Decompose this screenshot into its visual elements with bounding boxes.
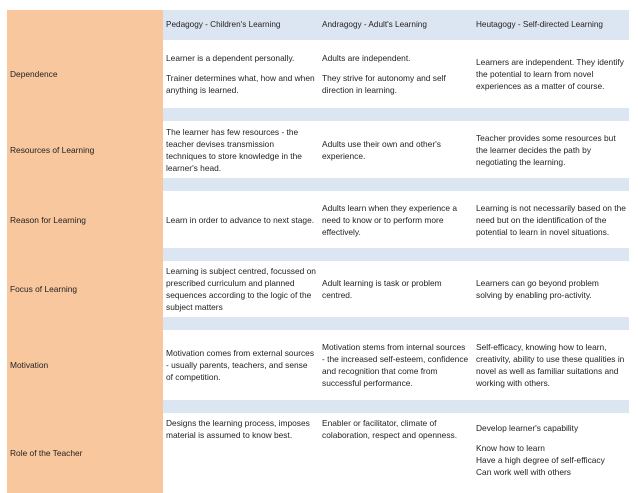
row-label-reason: Reason for Learning [7,191,163,248]
separator-row [7,108,629,121]
header-row [7,10,629,40]
row-resources [7,121,629,178]
row-reason [7,191,629,248]
row-motivation [7,330,629,400]
header-corner-cell [7,10,163,40]
cell-teacher-andragogy: Enabler or facilitator, climate of colaboration, respect and openness. [319,413,473,493]
row-label-resources: Resources of Learning [7,121,163,178]
cell-text: Have a high degree of self-efficacy [476,455,605,465]
row-label-dependence: Dependence [7,40,163,108]
cell-focus-pedagogy: Learning is subject centred, focussed on prescribed curriculum and planned sequences according to the logic of the subject matters [163,261,319,317]
header-pedagogy: Pedagogy - Children's Learning [163,10,319,40]
separator-row [7,178,629,191]
cell-reason-andragogy: Adults learn when they experience a need to know or to perform more effectively. [319,191,473,248]
learning-comparison-table [7,10,629,493]
row-label-motivation: Motivation [7,330,163,400]
row-label-teacher: Role of the Teacher [7,413,163,493]
cell-dependence-heutagogy: Learners are independent. They identify the potential to learn from novel experiences as a matter of course. [473,40,629,108]
cell-resources-pedagogy: The learner has few resources - the teacher devises transmission techniques to store knowledge in the learner's head. [163,121,319,178]
row-focus [7,261,629,317]
cell-motivation-heutagogy: Self-efficacy, knowing how to learn, creativity, ability to use these qualities in novel as well as familiar suitations and working with others. [473,330,629,400]
separator-row [7,317,629,330]
row-label-focus: Focus of Learning [7,261,163,317]
cell-dependence-pedagogy [163,40,319,108]
separator-row [7,400,629,413]
cell-dependence-andragogy [319,40,473,108]
cell-focus-heutagogy: Learners can go beyond problem solving by enabling pro-activity. [473,261,629,317]
cell-resources-andragogy: Adults use their own and other's experience. [319,121,473,178]
row-dependence [7,40,629,108]
cell-reason-heutagogy: Learning is not necessarily based on the need but on the identification of the potential to learn in novel situations. [473,191,629,248]
cell-text: Develop learner's capability [476,423,579,433]
cell-text: Learner is a dependent personally. [166,53,295,63]
cell-reason-pedagogy: Learn in order to advance to next stage. [163,191,319,248]
cell-text: They strive for autonomy and self direction in learning. [322,73,446,95]
comparison-table-container [7,10,629,493]
cell-resources-heutagogy: Teacher provides some resources but the learner decides the path by negotiating the learning. [473,121,629,178]
header-heutagogy: Heutagogy - Self-directed Learning [473,10,629,40]
separator-row [7,248,629,261]
cell-text: Know how to learn [476,443,545,453]
cell-focus-andragogy: Adult learning is task or problem centred. [319,261,473,317]
cell-text: Can work well with others [476,467,571,477]
cell-text: Adults are independent. [322,53,411,63]
cell-teacher-heutagogy [473,413,629,493]
header-andragogy: Andragogy - Adult's Learning [319,10,473,40]
cell-motivation-andragogy: Motivation stems from internal sources - the increased self-esteem, confidence and recognition that come from successful performance. [319,330,473,400]
cell-text: Trainer determines what, how and when anything is learned. [166,73,315,95]
cell-teacher-pedagogy: Designs the learning process, imposes material is assumed to know best. [163,413,319,493]
row-teacher [7,413,629,493]
cell-motivation-pedagogy: Motivation comes from external sources - usually parents, teachers, and sense of competition. [163,330,319,400]
